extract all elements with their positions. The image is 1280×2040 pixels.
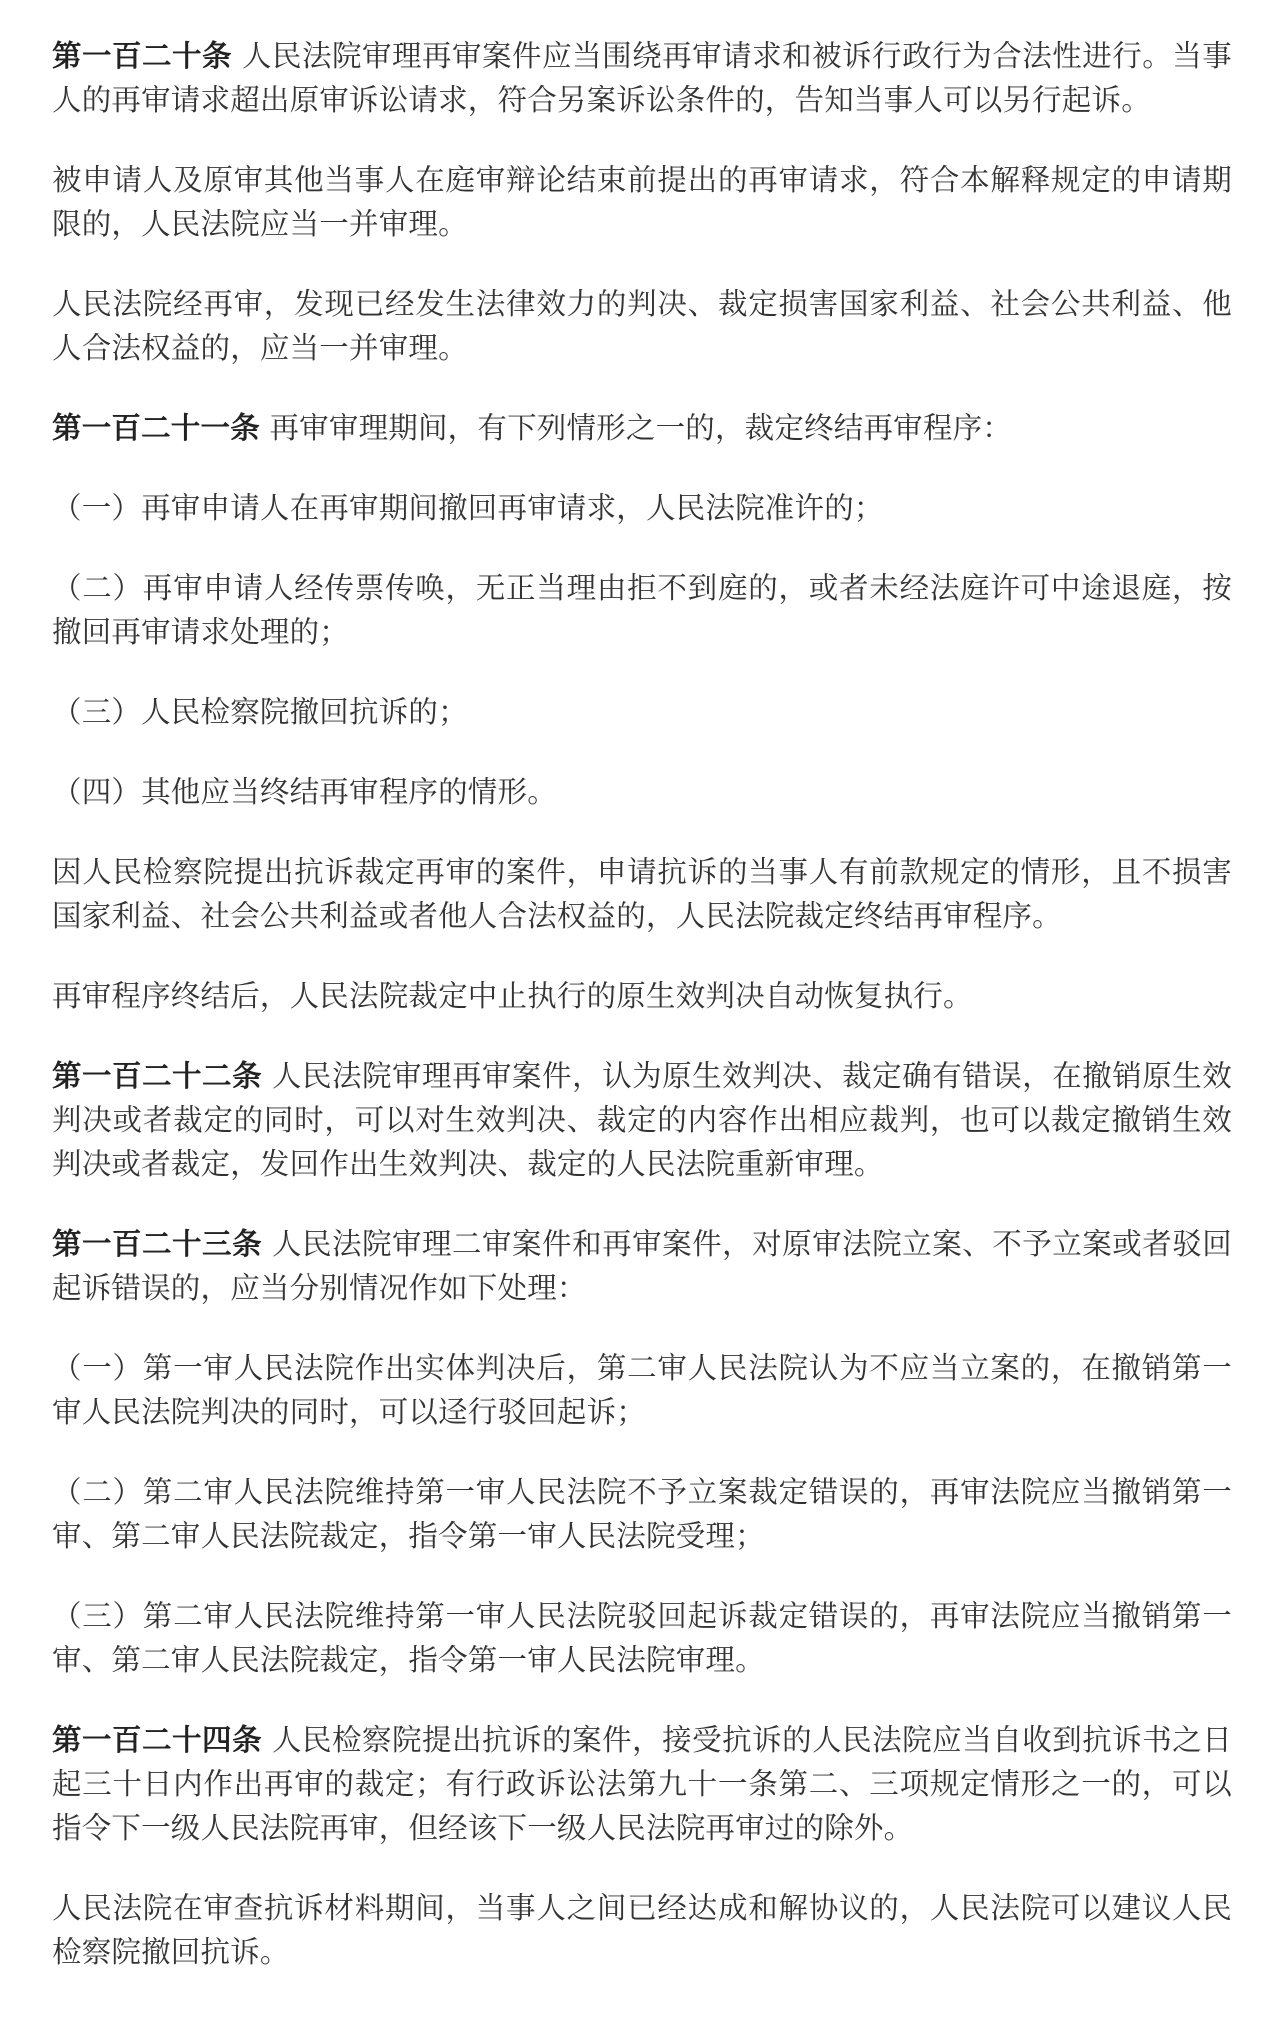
paragraph: [52, 1886, 1232, 1974]
paragraph-text: 人民法院审理二审案件和再审案件，对原审法院立案、不予立案或者驳回起诉错误的，应当分别情况作如下处理：: [52, 1227, 1232, 1305]
paragraph: [52, 158, 1232, 246]
paragraph-text: 人民法院在审查抗诉材料期间，当事人之间已经达成和解协议的，人民法院可以建议人民检察院撤回抗诉。: [52, 1891, 1232, 1969]
paragraph-text: （二）第二审人民法院维持第一审人民法院不予立案裁定错误的，再审法院应当撤销第一审、第二审人民法院裁定，指令第一审人民法院受理；: [52, 1475, 1232, 1553]
paragraph-article-123: [52, 1222, 1232, 1310]
paragraph-article-124: [52, 1718, 1232, 1850]
paragraph-text: 人民法院审理再审案件应当围绕再审请求和被诉行政行为合法性进行。当事人的再审请求超出原审诉讼请求，符合另案诉讼条件的，告知当事人可以另行起诉。: [52, 39, 1233, 117]
article-number: 第一百二十四条: [52, 1723, 263, 1757]
paragraph-text: （三）人民检察院撤回抗诉的；: [52, 695, 468, 729]
paragraph-text: 因人民检察院提出抗诉裁定再审的案件，申请抗诉的当事人有前款规定的情形，且不损害国家利益、社会公共利益或者他人合法权益的，人民法院裁定终结再审程序。: [52, 855, 1232, 933]
list-item: [52, 1346, 1232, 1434]
paragraph-text: 再审程序终结后，人民法院裁定中止执行的原生效判决自动恢复执行。: [52, 979, 973, 1013]
list-item: [52, 770, 1232, 814]
paragraph-text: 再审审理期间，有下列情形之一的，裁定终结再审程序：: [259, 411, 1012, 445]
list-item: [52, 1594, 1232, 1682]
paragraph-text: （二）再审申请人经传票传唤，无正当理由拒不到庭的，或者未经法庭许可中途退庭，按撤回再审请求处理的；: [52, 571, 1232, 649]
paragraph: [52, 974, 1232, 1018]
list-item: [52, 486, 1232, 530]
paragraph-text: 人民法院经再审，发现已经发生法律效力的判决、裁定损害国家利益、社会公共利益、他人合法权益的，应当一并审理。: [52, 287, 1232, 365]
paragraph-text: 人民法院审理再审案件，认为原生效判决、裁定确有错误，在撤销原生效判决或者裁定的同时，可以对生效判决、裁定的内容作出相应裁判，也可以裁定撤销生效判决或者裁定，发回作出生效判决、裁定的人民法院重新审理。: [52, 1059, 1232, 1181]
paragraph-text: （三）第二审人民法院维持第一审人民法院驳回起诉裁定错误的，再审法院应当撤销第一审、第二审人民法院裁定，指令第一审人民法院审理。: [52, 1599, 1232, 1677]
list-item: [52, 566, 1232, 654]
article-number: 第一百二十条: [52, 39, 233, 73]
article-number: 第一百二十一条: [52, 411, 260, 445]
paragraph: [52, 282, 1232, 370]
list-item: [52, 1470, 1232, 1558]
paragraph-text: （一）再审申请人在再审期间撤回再审请求，人民法院准许的；: [52, 491, 884, 525]
paragraph-text: （一）第一审人民法院作出实体判决后，第二审人民法院认为不应当立案的，在撤销第一审人民法院判决的同时，可以迳行驳回起诉；: [52, 1351, 1232, 1429]
article-number: 第一百二十三条: [52, 1227, 263, 1261]
paragraph-article-122: [52, 1054, 1232, 1186]
paragraph-text: （四）其他应当终结再审程序的情形。: [52, 775, 557, 809]
paragraph-article-120: [52, 34, 1232, 122]
paragraph-article-121: [52, 406, 1232, 450]
paragraph-text: 被申请人及原审其他当事人在庭审辩论结束前提出的再审请求，符合本解释规定的申请期限的，人民法院应当一并审理。: [52, 163, 1232, 241]
article-number: 第一百二十二条: [52, 1059, 263, 1093]
paragraph-text: 人民检察院提出抗诉的案件，接受抗诉的人民法院应当自收到抗诉书之日起三十日内作出再审的裁定；有行政诉讼法第九十一条第二、三项规定情形之一的，可以指令下一级人民法院再审，但经该下一级人民法院再审过的除外。: [52, 1723, 1232, 1845]
document-body: [52, 34, 1232, 2010]
paragraph: [52, 850, 1232, 938]
list-item: [52, 690, 1232, 734]
